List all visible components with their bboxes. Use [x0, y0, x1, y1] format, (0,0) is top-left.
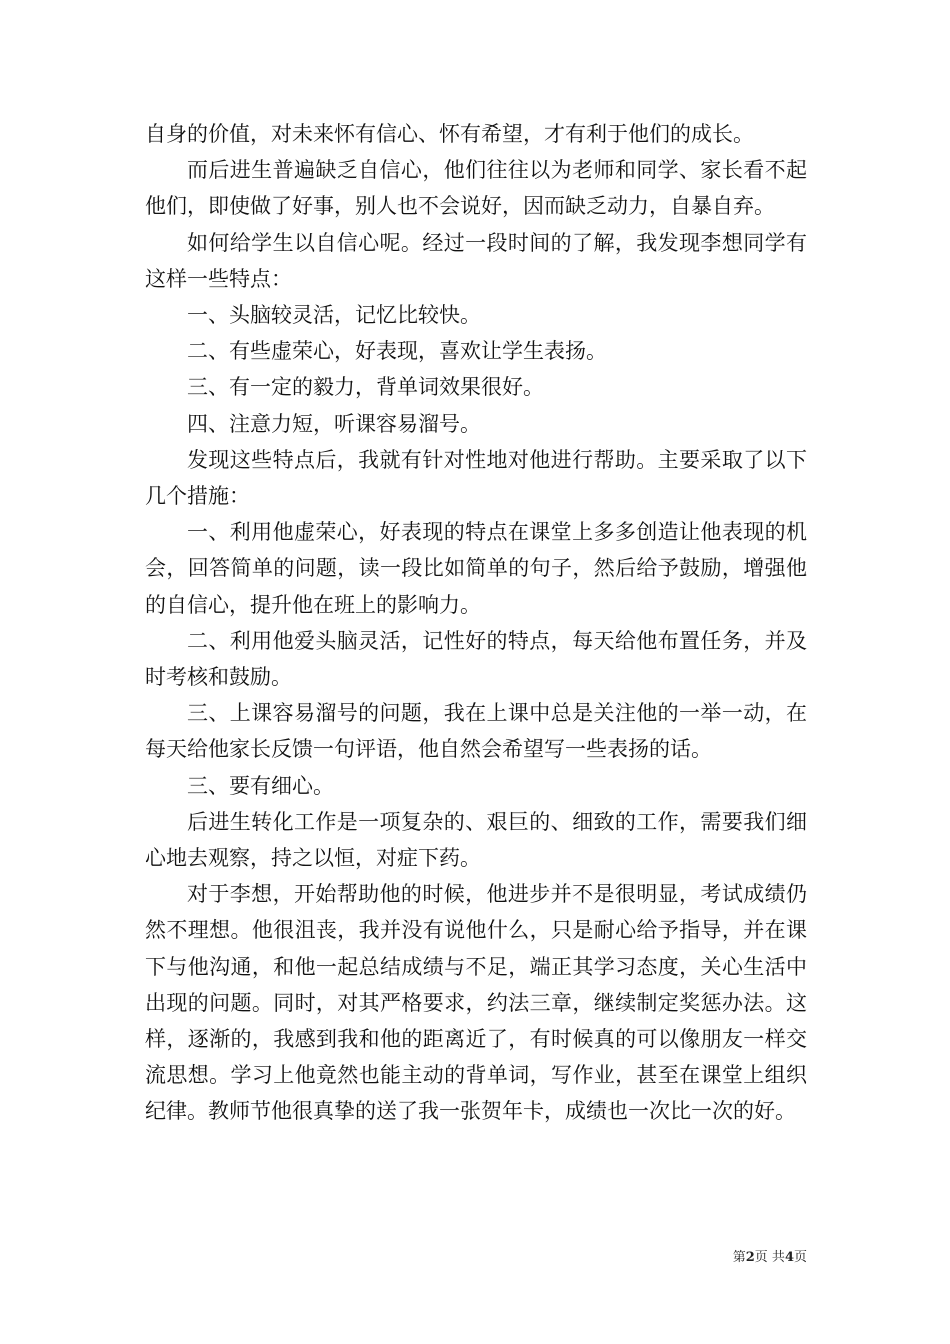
paragraph: 如何给学生以自信心呢。经过一段时间的了解，我发现李想同学有这样一些特点：: [145, 230, 807, 291]
paragraph: 而后进生普遍缺乏自信心，他们往往以为老师和同学、家长看不起他们，即使做了好事，别人也不会说好，因而缺乏动力，自暴自弃。: [145, 158, 807, 219]
total-pages-number: 4: [784, 1250, 794, 1265]
paragraph: 三、上课容易溜号的问题，我在上课中总是关注他的一举一动，在每天给他家长反馈一句评语，他自然会希望写一些表扬的话。: [145, 701, 807, 762]
current-page-number: 2: [745, 1250, 755, 1265]
paragraph: 一、利用他虚荣心，好表现的特点在课堂上多多创造让他表现的机会，回答简单的问题，读一段比如简单的句子，然后给予鼓励，增强他的自信心，提升他在班上的影响力。: [145, 520, 807, 617]
paragraph: 二、利用他爱头脑灵活，记性好的特点，每天给他布置任务，并及时考核和鼓励。: [145, 628, 807, 690]
footer-middle: 页 共: [754, 1250, 785, 1265]
paragraph: 后进生转化工作是一项复杂的、艰巨的、细致的工作，需要我们细心地去观察，持之以恒，对症下药。: [145, 809, 807, 871]
paragraph: 三、有一定的毅力，背单词效果很好。: [187, 375, 544, 400]
paragraph: 对于李想，开始帮助他的时候，他进步并不是很明显，考试成绩仍然不理想。他很沮丧，我并没有说他什么，只是耐心给予指导，并在课下与他沟通，和他一起总结成绩与不足，端正其学习态度，关心生活中出现的问题。同时，对其严格要求，约法三章，继续制定奖惩办法。这样，逐渐的，我感到我和他的距离近了，有时候真的可以像朋友一样交流思想。学习上他竟然也能主动的背单词，写作业，甚至在课堂上组织纪律。教师节他很真挚的送了我一张贺年卡，成绩也一次比一次的好。: [145, 882, 807, 1124]
page-number-footer: [700, 1246, 807, 1265]
document-body: [145, 116, 807, 1130]
paragraph: 一、头脑较灵活，记忆比较快。: [187, 303, 481, 328]
paragraph: 二、有些虚荣心，好表现，喜欢让学生表扬。: [187, 339, 607, 364]
paragraph: 自身的价值，对未来怀有信心、怀有希望，才有利于他们的成长。: [145, 122, 754, 146]
paragraph: 三、要有细心。: [187, 773, 334, 798]
paragraph: 发现这些特点后，我就有针对性地对他进行帮助。主要采取了以下几个措施：: [145, 447, 807, 509]
footer-prefix: 第: [732, 1250, 746, 1265]
footer-suffix: 页: [793, 1250, 807, 1265]
paragraph: 四、注意力短，听课容易溜号。: [187, 411, 481, 436]
